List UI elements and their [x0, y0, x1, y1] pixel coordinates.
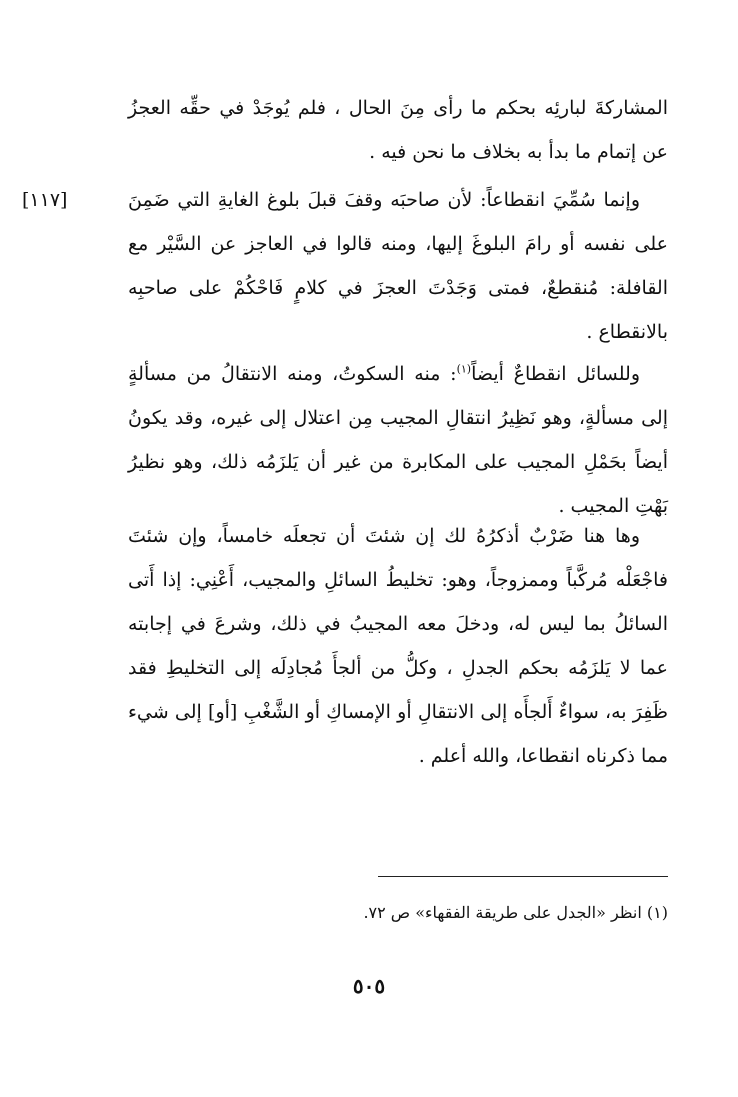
paragraph-fifth-type: وها هنا ضَرْبٌ أذكرُهُ لك إن شئتَ أن تجعلَه خامساً، وإن شئتَ فاجْعَلْه مُركَّباً وممزوجاً، وهو: تخليطُ السائلِ والمجيب، أَعْنِي: إذا أَتى السائلُ بما ليس له، ودخلَ معه المجيبُ في ذلك، وشرعَ في إجابته عما لا يَلزَمُه بحكم الجدلِ ، وكلُّ من ألجأَ مُجادِلَه إلى التخليطِ فقد ظَفِرَ به، سواءٌ أَلجأَه إلى الانتقالِ أو الإمساكِ أو الشَّغْبِ [أو] إلى شيء مما ذكرناه انقطاعا، والله أعلم . [128, 525, 668, 767]
footnote-divider [378, 876, 668, 877]
paragraph-questioner-interruption [128, 352, 668, 528]
footnote: (١) انظر «الجدل على طريقة الفقهاء» ص ٧٢. [363, 903, 668, 922]
paragraph-continuation: المشاركةَ لبارئِه بحكم ما رأى مِنَ الحال ، فلم يُوجَدْ في حقِّه العجزُ عن إتمام ما بدأ به بخلاف ما نحن فيه . [128, 97, 668, 163]
paragraph-interruption-definition: وإنما سُمِّيَ انقطاعاً: لأن صاحبَه وقفَ قبلَ بلوغ الغايةِ التي ضَمِنَ على نفسه أو رامَ البلوغَ إليها، ومنه قالوا في العاجز عن السَّيْر مع القافلة: مُنقطعٌ، فمتى وَجَدْتَ العجزَ في كلامٍ فَاحْكُمْ على صاحبِه بالانقطاع . [128, 189, 668, 343]
paragraph-text-end: : منه السكوتُ، ومنه الانتقالُ من مسألةٍ إلى مسألةٍ، وهو نَظِيرُ انتقالِ المجيب مِن اعتلال إلى غيره، وقد يكونُ أيضاً بحَمْلِ المجيب على المكابرة من غير أن يَلزَمُه ذلك، وهو نظيرُ بَهْتِ المجيب . [128, 363, 668, 517]
paragraph-text-start: وللسائل انقطاعٌ أيضاً [471, 363, 640, 385]
page-number: ٥٠٥ [352, 974, 386, 998]
margin-section-number: [١١٧] [22, 189, 68, 211]
footnote-marker: (١) [456, 362, 472, 376]
